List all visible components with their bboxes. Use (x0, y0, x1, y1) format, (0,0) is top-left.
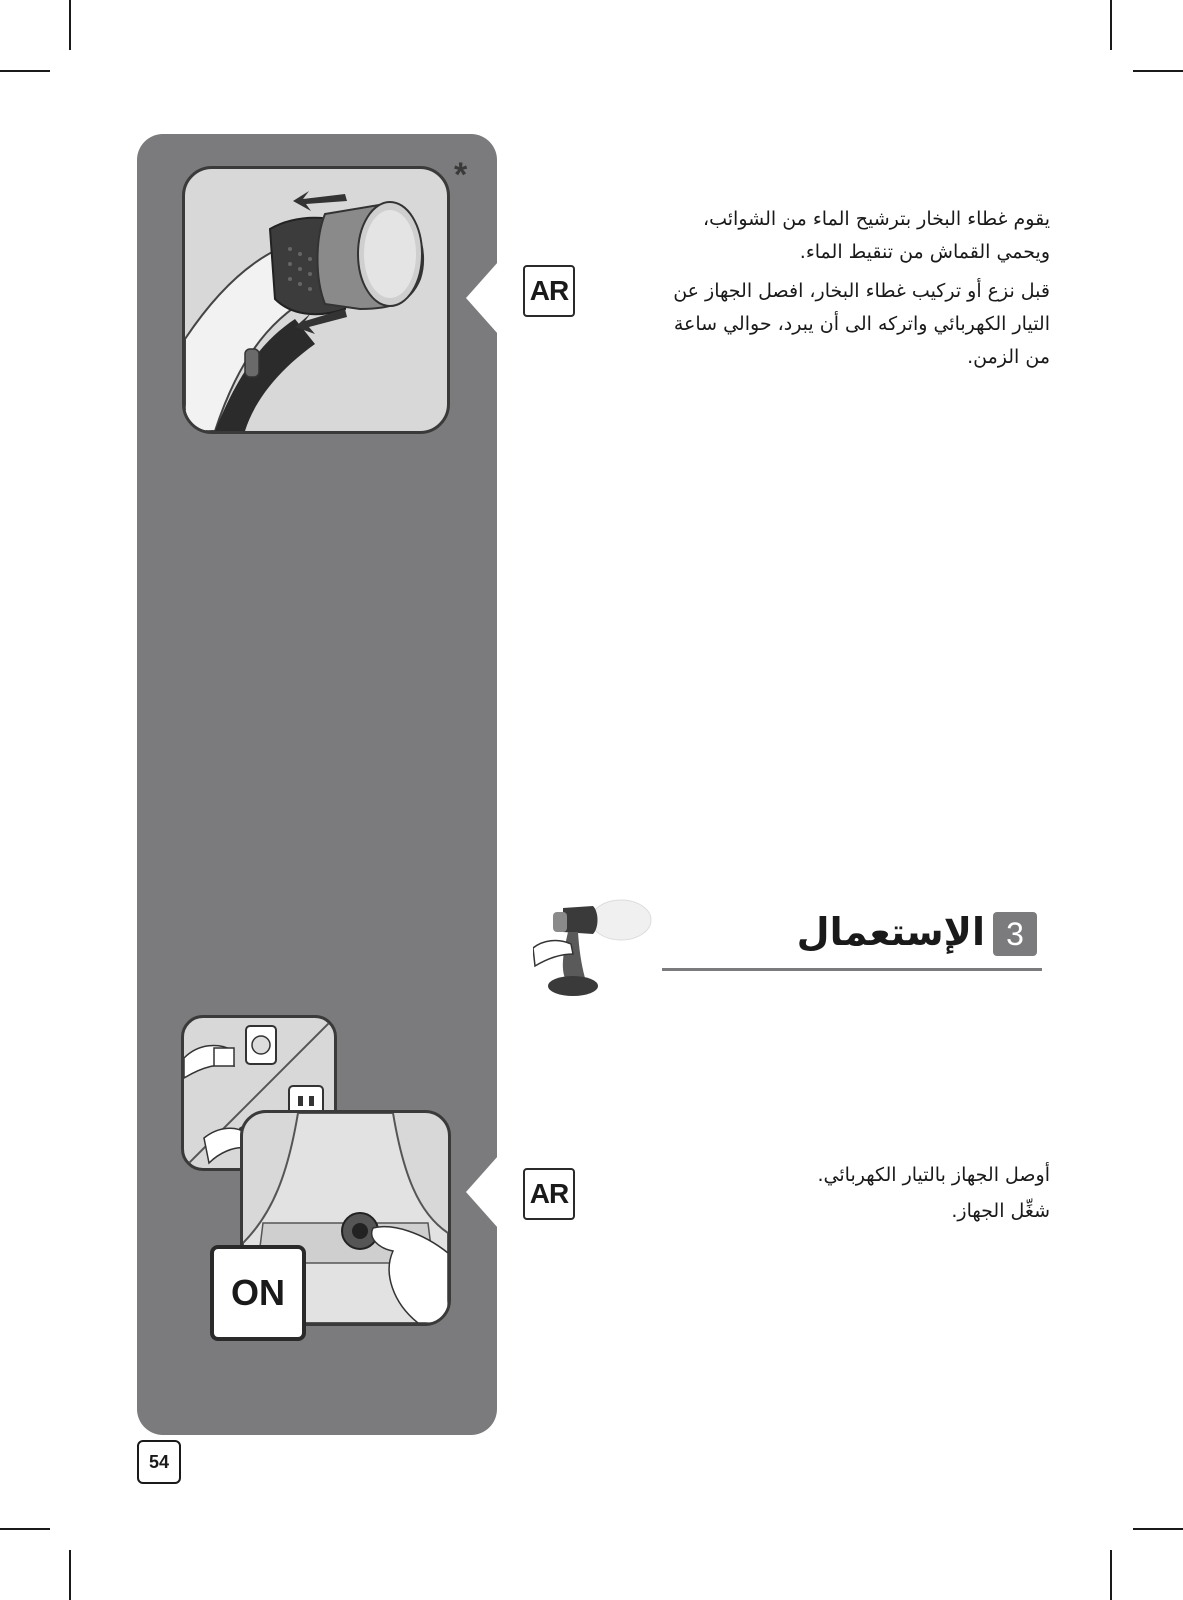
crop-mark (0, 1528, 50, 1530)
section-title: الإستعمال (796, 910, 985, 954)
cover-paragraph1-line2: ويحمي القماش من تنقيط الماء. (799, 241, 1050, 263)
section-underline (662, 968, 1042, 971)
cover-instructions (590, 203, 1050, 374)
plug-instructions (690, 1157, 1050, 1229)
cover-paragraph2-line1: قبل نزع أو تركيب غطاء البخار، افصل الجهاز عن (673, 280, 1050, 302)
on-label: ON (210, 1245, 306, 1341)
panel-notch (466, 262, 498, 334)
crop-mark (0, 70, 50, 72)
cover-paragraph2-line2: التيار الكهربائي واتركه الى أن يبرد، حوالي ساعة (673, 313, 1050, 335)
panel-notch (466, 1156, 498, 1228)
cover-paragraph1-line1: يقوم غطاء البخار بترشيح الماء من الشوائب، (702, 208, 1050, 230)
cover-paragraph2-line3: من الزمن. (967, 346, 1050, 368)
crop-mark (1133, 70, 1183, 72)
steamer-use-icon (533, 898, 663, 1003)
crop-mark (69, 0, 71, 50)
crop-mark (1110, 0, 1112, 50)
plug-instruction-line1: أوصل الجهاز بالتيار الكهربائي. (817, 1164, 1050, 1186)
crop-mark (69, 1550, 71, 1600)
steam-cover-illustration (182, 166, 450, 434)
plug-instruction-line2: شغِّل الجهاز. (951, 1200, 1050, 1222)
crop-mark (1110, 1550, 1112, 1600)
asterisk-marker: * (454, 156, 468, 194)
crop-mark (1133, 1528, 1183, 1530)
page-number: 54 (137, 1440, 181, 1484)
section-number: 3 (993, 912, 1037, 956)
steamer-head-image (185, 169, 447, 431)
language-badge-ar: AR (523, 265, 575, 317)
language-badge-ar: AR (523, 1168, 575, 1220)
